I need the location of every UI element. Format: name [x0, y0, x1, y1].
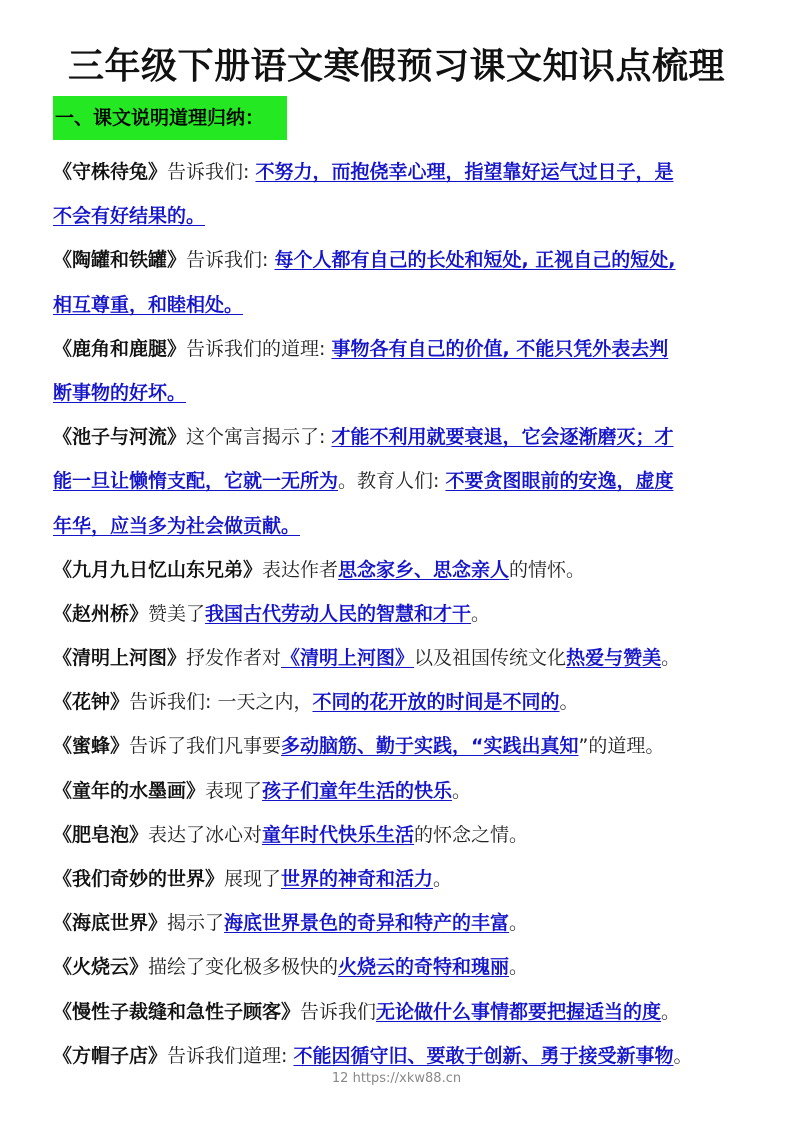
key-point-underlined: 童年时代快乐生活 — [262, 823, 415, 846]
text-line — [53, 327, 743, 371]
text-line — [53, 371, 743, 415]
lesson-title: 《陶罐和铁罐》 — [53, 249, 187, 272]
key-point-underlined: 能一旦让懒惰支配，它就一无所为 — [53, 470, 339, 493]
body-text: 。 — [509, 912, 529, 935]
text-line — [53, 901, 743, 945]
text-line — [53, 990, 743, 1034]
key-point-underlined: 才能不利用就要衰退，它会逐渐磨灭；才 — [331, 426, 674, 449]
text-line — [53, 459, 743, 503]
body-text: 的情怀。 — [509, 558, 586, 581]
key-point-underlined: 不努力，而抱侥幸心理，指望靠好运气过日子，是 — [255, 161, 674, 183]
body-text: 告诉我们道理: — [167, 1044, 294, 1067]
key-point-underlined: 我国古代劳动人民的智慧和才干 — [205, 602, 472, 625]
text-line — [53, 724, 743, 768]
lesson-title: 《蜜蜂》 — [53, 735, 130, 758]
body-text: 。 — [661, 647, 681, 670]
text-line — [53, 636, 743, 680]
body-text: 。 — [471, 602, 491, 625]
body-text: 告诉我们的道理: — [186, 337, 332, 360]
lesson-title: 《鹿角和鹿腿》 — [53, 337, 187, 360]
lesson-title: 《方帽子店》 — [53, 1044, 168, 1067]
lesson-title: 《我们奇妙的世界》 — [53, 868, 225, 890]
lesson-title: 《九月九日忆山东兄弟》 — [53, 558, 263, 581]
body-text: 以及祖国传统文化 — [414, 647, 567, 670]
key-point-underlined: 不能因循守旧、要敢于创新、勇于接受新事物 — [293, 1044, 674, 1067]
text-line — [53, 592, 743, 636]
body-text: 揭示了 — [167, 912, 225, 935]
key-point-underlined: 热爱与赞美 — [566, 647, 662, 670]
body-text: 。 — [673, 1044, 693, 1067]
body-text: 展现了 — [224, 868, 282, 890]
body-text: 告诉了我们凡事要 — [129, 735, 282, 758]
key-point-underlined: 不要贪图眼前的安逸，虚度 — [445, 470, 674, 493]
body-text: 告诉我们: 一天之内， — [129, 691, 313, 714]
lesson-title: 《赵州桥》 — [53, 602, 149, 625]
lesson-title: 《池子与河流》 — [53, 426, 187, 449]
key-point-underlined: 事物各有自己的价值, 不能只凭外表去判 — [331, 337, 669, 360]
key-point-underlined: 每个人都有自己的长处和短处, 正视自己的短处, — [274, 249, 676, 272]
section-heading: 一、课文说明道理归纳： — [53, 96, 287, 140]
lesson-title: 《童年的水墨画》 — [53, 779, 206, 802]
key-point-underlined: 思念家乡、思念亲人 — [338, 558, 510, 581]
page-footer: 12 https://xkw88.cn — [331, 1071, 462, 1086]
body-text: 这个寓言揭示了: — [186, 426, 332, 449]
body-text: 。 — [452, 779, 472, 802]
text-line — [53, 813, 743, 857]
body-text: 。 — [509, 956, 529, 979]
key-point-underlined: 孩子们童年生活的快乐 — [262, 779, 453, 802]
key-point-underlined: 无论做什么事情都要把握适当的度 — [376, 1000, 662, 1023]
text-line — [53, 945, 743, 989]
body-text: 。教育人们: — [338, 470, 446, 493]
text-line — [53, 415, 743, 459]
text-line — [53, 680, 743, 724]
body-text: 表达了冰心对 — [148, 823, 263, 846]
body-text: 赞美了 — [148, 602, 206, 625]
text-line — [53, 194, 743, 238]
body-text: ”的道理。 — [578, 735, 665, 758]
lesson-title: 《清明上河图》 — [53, 647, 187, 670]
lesson-title: 《守株待兔》 — [53, 161, 168, 183]
body-text: 抒发作者对 — [186, 647, 282, 670]
body-text: 告诉我们: — [186, 249, 275, 272]
key-point-underlined: 不会有好结果的。 — [53, 205, 206, 228]
key-point-underlined: 火烧云的奇特和瑰丽 — [338, 956, 510, 979]
text-line — [53, 548, 743, 592]
body-text: 告诉我们: — [167, 161, 256, 183]
lesson-title: 《火烧云》 — [53, 956, 149, 979]
key-point-underlined: 多动脑筋、勤于实践，“实践出真知 — [281, 735, 579, 758]
page-title: 三年级下册语文寒假预习课文知识点梳理 — [67, 46, 725, 87]
key-point-underlined: 相互尊重，和睦相处。 — [53, 293, 244, 316]
lesson-title: 《慢性子裁缝和急性子顾客》 — [53, 1000, 301, 1023]
key-point-underlined: 年华，应当多为社会做贡献。 — [53, 514, 301, 537]
lesson-title: 《肥皂泡》 — [53, 823, 149, 846]
text-line — [53, 857, 743, 901]
text-line — [53, 769, 743, 813]
body-text: 。 — [661, 1000, 681, 1023]
body-text: 告诉我们 — [300, 1000, 377, 1023]
body-text: 表达作者 — [262, 558, 339, 581]
key-point-underlined: 世界的神奇和活力 — [281, 868, 434, 890]
body-text: 。 — [433, 868, 453, 890]
body-text: 描绘了变化极多极快的 — [148, 956, 339, 979]
text-line — [53, 150, 743, 194]
body-text: 的怀念之情。 — [414, 823, 529, 846]
lesson-title: 《花钟》 — [53, 691, 130, 714]
text-line — [53, 238, 743, 282]
key-point-underlined: 海底世界景色的奇异和特产的丰富 — [224, 912, 510, 935]
body-text: 。 — [559, 691, 579, 714]
summary-lines — [53, 150, 743, 1078]
text-line — [53, 504, 743, 548]
body-text: 表现了 — [205, 779, 263, 802]
key-point-underlined: 《清明上河图》 — [281, 647, 415, 670]
text-line — [53, 283, 743, 327]
key-point-underlined: 断事物的好坏。 — [53, 381, 187, 404]
lesson-title: 《海底世界》 — [53, 912, 168, 935]
key-point-underlined: 不同的花开放的时间是不同的 — [312, 691, 560, 714]
